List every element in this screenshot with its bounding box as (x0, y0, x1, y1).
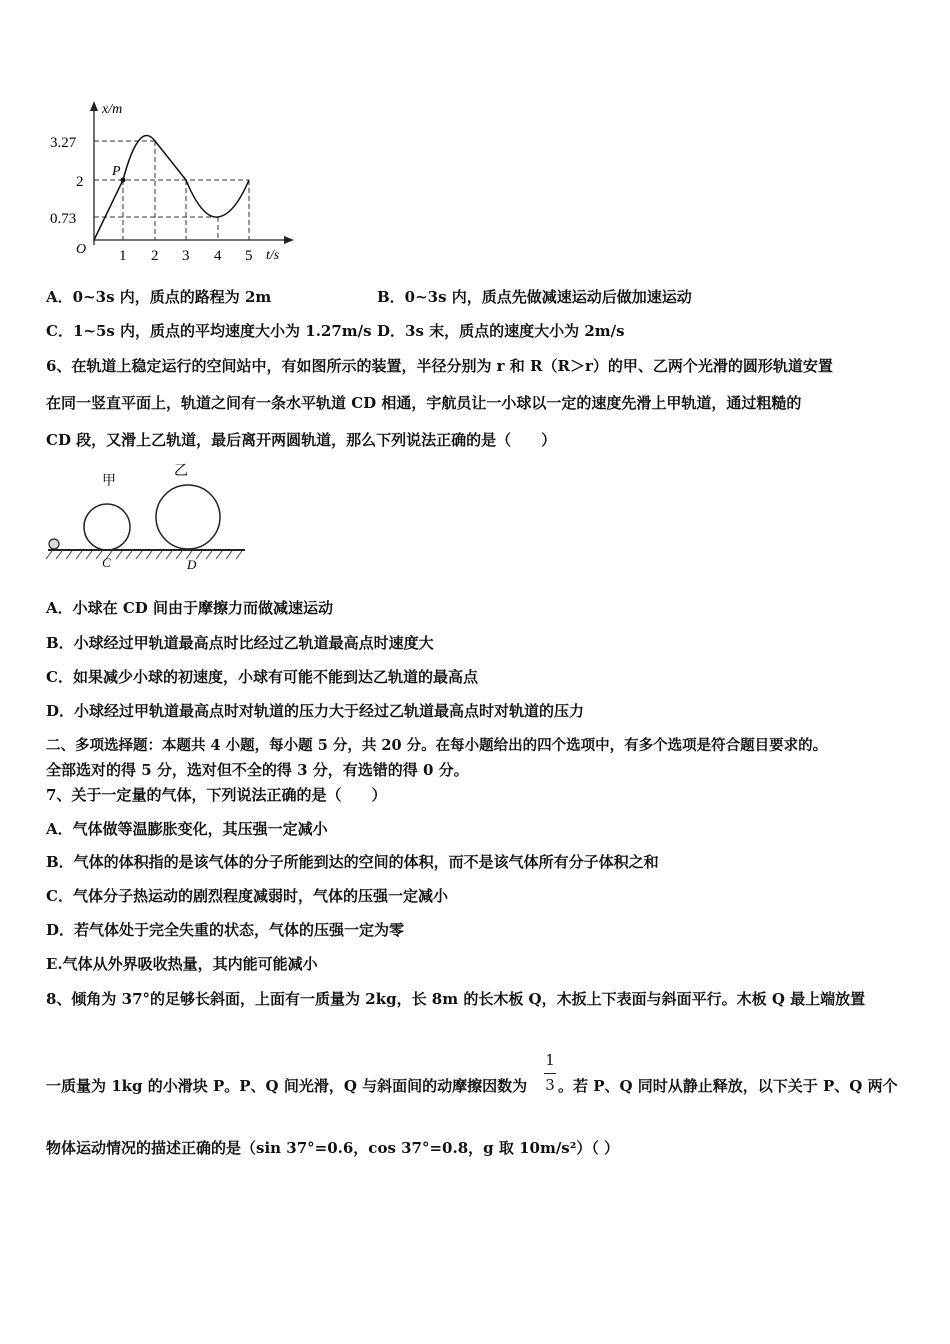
q8-stem-line-2a: 一质量为 1kg 的小滑块 P。P、Q 间光滑，Q 与斜面间的动摩擦因数为 (46, 1077, 528, 1095)
ground-hatching (46, 551, 242, 559)
position-time-graph (40, 95, 300, 270)
q7-option-c: C．气体分子热运动的剧烈程度减弱时，气体的压强一定减小 (46, 887, 448, 905)
q6-option-b: B．小球经过甲轨道最高点时比经过乙轨道最高点时速度大 (46, 634, 434, 652)
fraction-denominator: 3 (545, 1076, 555, 1094)
q5-option-b: B．0~3s 内，质点先做减速运动后做加速运动 (377, 288, 692, 306)
q5-option-a: A．0~3s 内，质点的路程为 2m (46, 288, 272, 306)
q6-option-d: D．小球经过甲轨道最高点时对轨道的压力大于经过乙轨道最高点时对轨道的压力 (46, 702, 585, 720)
position-curve (94, 136, 249, 240)
q5-option-c: C．1~5s 内，质点的平均速度大小为 1.27m/s (46, 322, 372, 340)
x-tick-5: 5 (245, 248, 253, 264)
q6-stem-line-1: 6、在轨道上稳定运行的空间站中，有如图所示的装置，半径分别为 r 和 R（R＞r）的甲、乙两个光滑的圆形轨道安置 (46, 357, 833, 375)
fraction-numerator: 1 (545, 1051, 555, 1069)
circular-tracks-figure (40, 455, 260, 575)
q6-option-c: C．如果减少小球的初速度，小球有可能不能到达乙轨道的最高点 (46, 668, 478, 686)
label-c: C (102, 555, 111, 570)
section2-heading-line-1: 二、多项选择题：本题共 4 小题，每小题 5 分，共 20 分。在每小题给出的四个选项中，有多个选项是符合题目要求的。 (46, 737, 828, 754)
label-jia: 甲 (102, 474, 116, 489)
y-axis-arrow (90, 101, 98, 111)
q7-option-a: A．气体做等温膨胀变化，其压强一定减小 (46, 820, 328, 838)
label-yi: 乙 (174, 464, 188, 479)
q7-stem: 7、关于一定量的气体，下列说法正确的是（ ） (46, 786, 387, 804)
q8-stem-line-2b: 。若 P、Q 同时从静止释放，以下关于 P、Q 两个 (558, 1077, 898, 1095)
q8-stem-line-3: 物体运动情况的描述正确的是（sin 37°=0.6，cos 37°=0.8，g 取 10m/s²）（ ） (46, 1139, 620, 1157)
q7-option-b: B．气体的体积指的是该气体的分子所能到达的空间的体积，而不是该气体所有分子体积之和 (46, 853, 659, 871)
y-tick-327: 3.27 (50, 135, 77, 151)
x-tick-4: 4 (214, 248, 222, 264)
point-p-label: P (112, 164, 121, 179)
q8-stem-line-1: 8、倾角为 37°的足够长斜面，上面有一质量为 2kg，长 8m 的长木板 Q，木扳上下表面与斜面平行。木板 Q 最上端放置 (46, 990, 866, 1008)
x-axis-arrow (284, 236, 294, 244)
x-axis-label: t/s (266, 248, 280, 263)
track-yi (156, 485, 220, 549)
y-tick-2: 2 (76, 174, 84, 190)
fraction-bar (544, 1073, 556, 1074)
q7-option-d: D．若气体处于完全失重的状态，气体的压强一定为零 (46, 921, 405, 939)
track-jia (84, 504, 130, 550)
x-tick-1: 1 (119, 248, 127, 264)
label-d: D (187, 557, 197, 572)
q5-option-d: D．3s 末，质点的速度大小为 2m/s (377, 322, 625, 340)
q6-option-a: A．小球在 CD 间由于摩擦力而做减速运动 (46, 599, 334, 617)
q6-stem-line-2: 在同一竖直平面上，轨道之间有一条水平轨道 CD 相通，宇航员让一小球以一定的速度先滑上甲轨道，通过粗糙的 (46, 394, 802, 412)
q6-stem-line-3: CD 段，又滑上乙轨道，最后离开两圆轨道，那么下列说法正确的是（ ） (46, 431, 557, 449)
q7-option-e: E.气体从外界吸收热量，其内能可能减小 (46, 955, 318, 973)
y-tick-073: 0.73 (50, 211, 77, 227)
origin-label: O (76, 242, 87, 257)
x-tick-2: 2 (151, 248, 159, 264)
section2-heading-line-2: 全部选对的得 5 分，选对但不全的得 3 分，有选错的得 0 分。 (46, 761, 469, 779)
point-p (121, 178, 126, 183)
ball (49, 539, 59, 549)
x-tick-3: 3 (182, 248, 190, 264)
y-axis-label: x/m (102, 102, 123, 117)
